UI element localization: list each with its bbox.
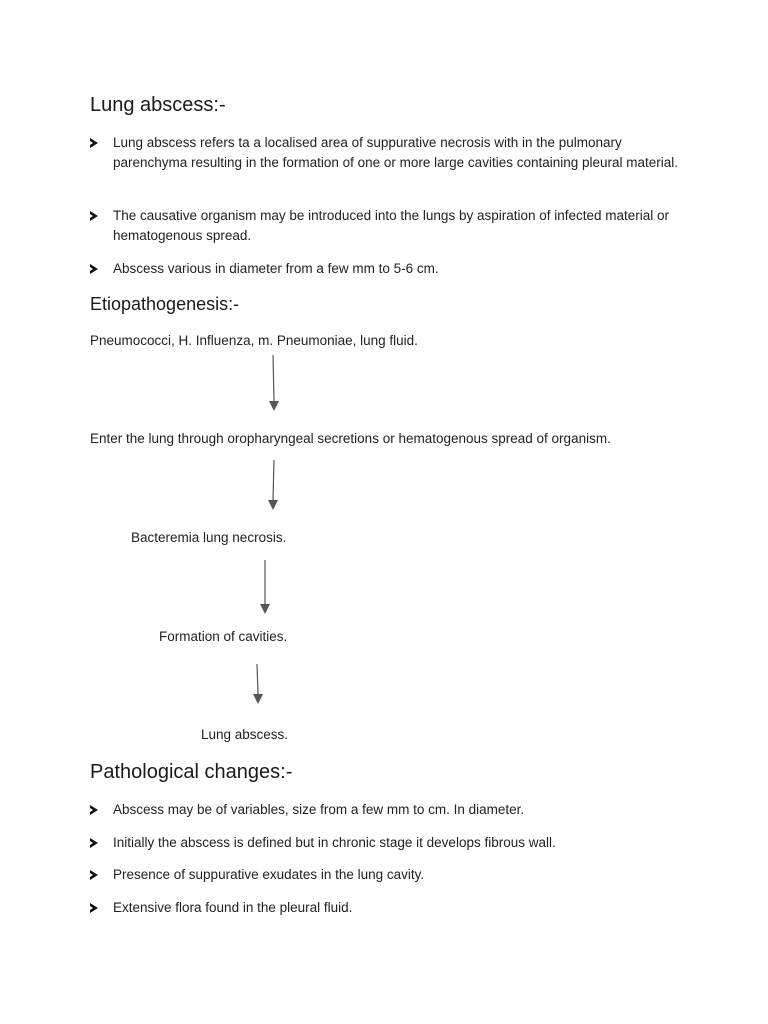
list-item-text: The causative organism may be introduced into the lungs by aspiration of infected material or hematogenous spread. (113, 208, 670, 243)
list-item (90, 898, 680, 918)
flow-step-cavities: Formation of cavities. (159, 629, 288, 644)
arrowhead-bullet-icon (90, 805, 98, 815)
list-item-text: Presence of suppurative exudates in the lung cavity. (113, 867, 425, 882)
down-arrow-icon (264, 355, 284, 413)
list-item-text: Lung abscess refers ta a localised area of suppurative necrosis with in the pulmonary parenchyma resulting in the formation of one or more large cavities containing pleural material. (113, 135, 679, 170)
list-item (90, 259, 680, 279)
list-item (90, 800, 680, 820)
flow-step-lung-abscess: Lung abscess. (201, 727, 289, 742)
flow-step-entry: Enter the lung through oropharyngeal secretions or hematogenous spread of organism. (90, 431, 611, 446)
list-item-text: Abscess may be of variables, size from a few mm to cm. In diameter. (113, 802, 525, 817)
heading-lung-abscess: Lung abscess:- (90, 94, 226, 116)
heading-pathological-changes: Pathological changes:- (90, 761, 293, 783)
down-arrow-icon (264, 460, 284, 512)
flow-step-bacteremia: Bacteremia lung necrosis. (131, 530, 287, 545)
arrowhead-bullet-icon (90, 211, 98, 221)
arrowhead-bullet-icon (90, 264, 98, 274)
list-item (90, 865, 680, 885)
arrowhead-bullet-icon (90, 138, 98, 148)
arrowhead-bullet-icon (90, 838, 98, 848)
list-item (90, 206, 680, 246)
list-item-text: Extensive flora found in the pleural fluid. (113, 900, 353, 915)
list-item (90, 133, 680, 173)
down-arrow-icon (248, 664, 268, 706)
list-item-text: Abscess various in diameter from a few mm to 5-6 cm. (113, 261, 439, 276)
flow-step-organisms: Pneumococci, H. Influenza, m. Pneumoniae, lung fluid. (90, 333, 418, 348)
heading-etiopathogenesis: Etiopathogenesis:- (90, 294, 240, 314)
arrowhead-bullet-icon (90, 870, 98, 880)
down-arrow-icon (255, 560, 275, 616)
arrowhead-bullet-icon (90, 903, 98, 913)
list-item-text: Initially the abscess is defined but in chronic stage it develops fibrous wall. (113, 835, 556, 850)
list-item (90, 833, 680, 853)
